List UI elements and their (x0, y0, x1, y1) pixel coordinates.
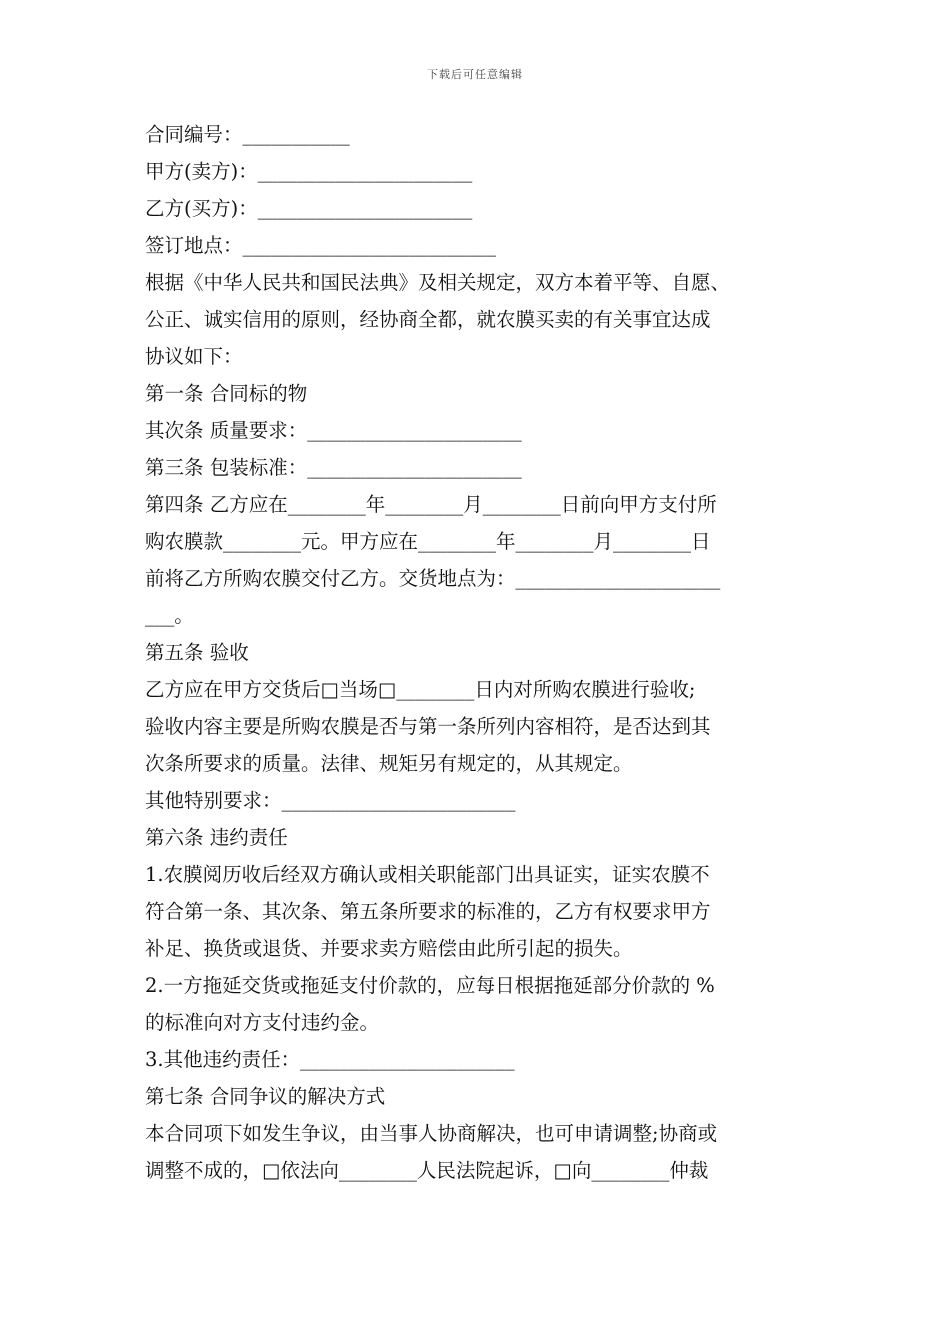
article-4-line-4: ___。 (145, 604, 194, 627)
article-5-line-1: 乙方应在甲方交货后□当场□________日内对所购农膜进行验收; (145, 678, 696, 701)
article-5-line-2: 验收内容主要是所购农膜是否与第一条所列内容相符，是否达到其 (145, 715, 711, 738)
contract-number-line: 合同编号：___________ (145, 123, 350, 146)
article-6-item-2-line-1: 2.一方拖延交货或拖延支付价款的，应每日根据拖延部分价款的 % (145, 974, 715, 997)
article-7-line-2: 调整不成的，□依法向________人民法院起诉，□向________仲裁 (145, 1159, 709, 1182)
article-6-item-1-line-1: 1.农膜阅历收后经双方确认或相关职能部门出具证实，证实农膜不 (145, 863, 710, 886)
preamble-line-3: 协议如下： (145, 345, 243, 368)
article-6-item-1-line-3: 补足、换货或退货、并要求卖方赔偿由此所引起的损失。 (145, 937, 633, 960)
preamble-line-2: 公正、诚实信用的原则，经协商全都，就农膜买卖的有关事宜达成 (145, 308, 711, 331)
preamble-line-1: 根据《中华人民共和国民法典》及相关规定，双方本着平等、自愿、 (145, 271, 731, 294)
contract-body (145, 116, 825, 1189)
article-4-line-1: 第四条 乙方应在________年________月________日前向甲方支付所 (145, 493, 717, 516)
article-3-packaging-line: 第三条 包装标准：______________________ (145, 456, 522, 479)
article-5-heading: 第五条 验收 (145, 641, 249, 664)
party-a-seller-line: 甲方(卖方)：______________________ (145, 160, 473, 183)
article-4-line-2: 购农膜款________元。甲方应在________年________月________日 (145, 530, 711, 553)
party-b-buyer-line: 乙方(买方)：______________________ (145, 197, 473, 220)
article-5-special-requirements: 其他特别要求：________________________ (145, 789, 516, 812)
article-7-heading: 第七条 合同争议的解决方式 (145, 1085, 386, 1108)
article-6-heading: 第六条 违约责任 (145, 826, 288, 849)
article-5-line-3: 次条所要求的质量。法律、规矩另有规定的，从其规定。 (145, 752, 633, 775)
article-6-item-2-line-2: 的标准向对方支付违约金。 (145, 1011, 380, 1034)
article-7-line-1: 本合同项下如发生争议，由当事人协商解决，也可申请调整;协商或 (145, 1122, 718, 1145)
article-4-line-3: 前将乙方所购农膜交付乙方。交货地点为：_____________________ (145, 567, 721, 590)
article-2-quality-line: 其次条 质量要求：______________________ (145, 419, 522, 442)
page-header: 下载后可任意编辑 (427, 68, 523, 81)
article-6-item-3: 3.其他违约责任：______________________ (145, 1048, 515, 1071)
signing-place-line: 签订地点：__________________________ (145, 234, 497, 257)
article-1-heading: 第一条 合同标的物 (145, 382, 308, 405)
article-6-item-1-line-2: 符合第一条、其次条、第五条所要求的标准的，乙方有权要求甲方 (145, 900, 711, 923)
